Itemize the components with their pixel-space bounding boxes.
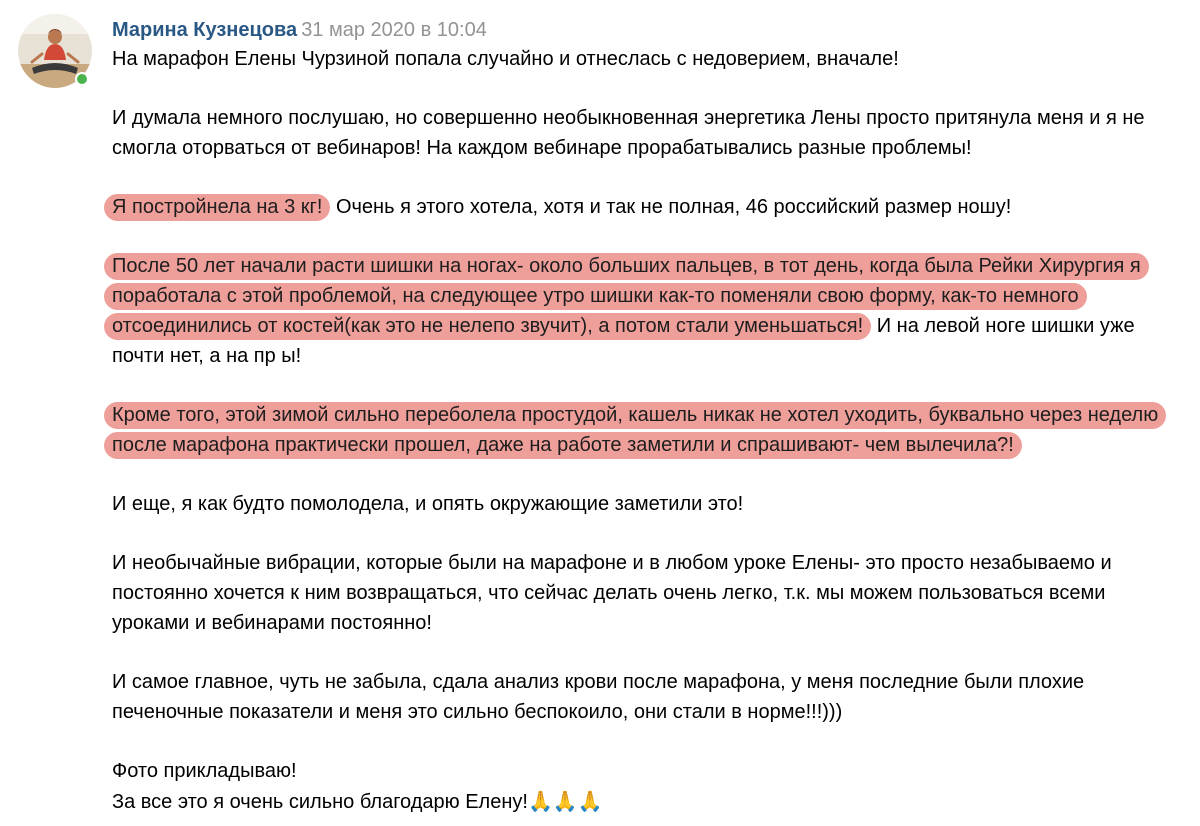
paragraph-text: И на левой ноге шишки уже почти нет, а на пр ы! bbox=[112, 315, 1135, 367]
highlighted-text: После 50 лет начали расти шишки на ногах- около больших пальцев, в тот день, когда была Рейки Хирургия я поработала с этой проблемой, на следующее утро шишки как-то поменяли свою форму, как-то немного отсоединились от костей(как это не нелепо звучит), а потом стали уменьшаться! bbox=[104, 253, 1149, 340]
comment-text bbox=[112, 44, 1172, 817]
paragraph-text: И еще, я как будто помолодела, и опять окружающие заметили это! bbox=[112, 493, 744, 515]
paragraph-text: Очень я этого хотела, хотя и так не полная, 46 российский размер ношу! bbox=[330, 196, 1012, 218]
highlighted-text: Я постройнела на 3 кг! bbox=[104, 194, 330, 221]
online-status-icon bbox=[75, 72, 89, 86]
comment-date-link[interactable]: 31 мар 2020 в 10:04 bbox=[301, 19, 487, 41]
comment-paragraph bbox=[112, 192, 1172, 222]
comment-paragraph bbox=[112, 103, 1172, 163]
paragraph-text: Фото прикладываю! bbox=[112, 760, 297, 782]
comment-paragraph bbox=[112, 756, 1172, 817]
author-name-link[interactable]: Марина Кузнецова bbox=[112, 19, 298, 41]
paragraph-text: На марафон Елены Чурзиной попала случайно и отнеслась с недоверием, вначале! bbox=[112, 48, 899, 70]
paragraph-text: И самое главное, чуть не забыла, сдала анализ крови после марафона, у меня последние были плохие печеночные показатели и меня это сильно беспокоило, они стали в норме!!!))) bbox=[112, 671, 1085, 723]
comment-paragraph bbox=[112, 548, 1172, 638]
comment-header bbox=[112, 16, 487, 44]
comment-paragraph bbox=[112, 489, 1172, 519]
comment-paragraph bbox=[112, 667, 1172, 727]
highlighted-text: Кроме того, этой зимой сильно переболела простудой, кашель никак не хотел уходить, буквально через неделю после марафона практически прошел, даже на работе заметили и спрашивают- чем вылечила?! bbox=[104, 402, 1166, 459]
comment-paragraph bbox=[112, 400, 1172, 460]
paragraph-text: И думала немного послушаю, но совершенно необыкновенная энергетика Лены просто притянула меня и я не смогла оторваться от вебинаров! На каждом вебинаре прорабатывались разные проблемы! bbox=[112, 107, 1145, 159]
paragraph-text: За все это я очень сильно благодарю Елену! bbox=[112, 791, 528, 813]
praying-hands-emoji-icon: 🙏🙏🙏 bbox=[527, 789, 603, 813]
comment-paragraph bbox=[112, 44, 1172, 74]
comment-paragraph bbox=[112, 251, 1172, 371]
paragraph-text: И необычайные вибрации, которые были на марафоне и в любом уроке Елены- это просто незабываемо и постоянно хочется к ним возвращаться, что сейчас делать очень легко, т.к. мы можем пользоваться всеми уроками и вебинарами постоянно! bbox=[112, 552, 1112, 634]
